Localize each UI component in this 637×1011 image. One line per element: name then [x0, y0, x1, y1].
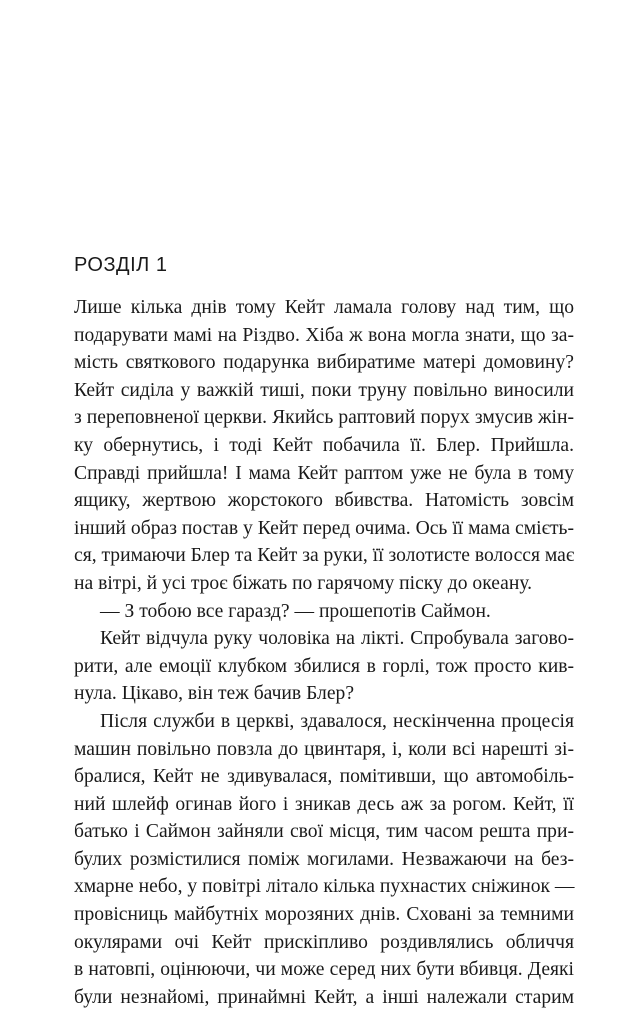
text-line: ящику, жертвою жорстокого вбивства. Натомість зовсім	[74, 490, 574, 512]
text-line: Кейт відчула руку чоловіка на лікті. Спробувала загово-	[100, 628, 574, 650]
text-line: інший образ постав у Кейт перед очима. Ось її мама смієть-	[74, 517, 574, 539]
text-line: ний шлейф огинав його і зникав десь аж за рогом. Кейт, її	[74, 793, 574, 815]
text-line: окулярами очі Кейт прискіпливо роздивлялись обличчя	[74, 931, 574, 953]
text-line: були незнайомі, принаймні Кейт, а інші належали старим	[74, 986, 574, 1008]
text-line: в натовпі, оцінюючи, чи може серед них бути вбивця. Деякі	[74, 959, 574, 981]
text-line: подарувати мамі на Різдво. Хіба ж вона могла знати, що за-	[74, 324, 574, 346]
text-line: провісниць майбутніх морозяних днів. Сховані за темними	[74, 904, 574, 926]
text-line: нула. Цікаво, він теж бачив Блер?	[74, 683, 355, 705]
text-line: Після служби в церкві, здавалося, нескінченна процесія	[100, 710, 574, 732]
paragraph	[74, 625, 574, 708]
text-line: на вітрі, й усі троє біжать по гарячому піску до океану.	[74, 572, 533, 594]
paragraph	[74, 294, 574, 598]
text-line: Кейт сиділа у важкій тиші, поки труну повільно виносили	[74, 379, 574, 401]
text-line: булих розмістилися поміж могилами. Незважаючи на без-	[74, 848, 574, 870]
paragraph	[74, 598, 574, 626]
text-line: — З тобою все гаразд? — прошепотів Саймон.	[100, 600, 491, 622]
text-line: Справді прийшла! І мама Кейт раптом уже не була в тому	[74, 462, 574, 484]
text-line: рити, але емоції клубком збилися в горлі, тож просто кив-	[74, 655, 574, 677]
text-line: Лише кілька днів тому Кейт ламала голову над тим, що	[74, 297, 574, 318]
chapter-heading: РОЗДІЛ 1	[74, 254, 168, 276]
text-line: з переповненої церкви. Якийсь раптовий порух змусив жін-	[74, 407, 574, 429]
text-line: мість святкового подарунка вибиратиме матері домовину?	[74, 352, 574, 374]
chapter-body-text	[74, 294, 574, 1011]
text-line: ся, тримаючи Блер та Кейт за руки, її золотисте волосся має	[74, 545, 575, 567]
text-line: хмарне небо, у повітрі літало кілька пухнастих сніжинок —	[74, 876, 575, 898]
paragraph	[74, 708, 574, 1011]
text-line: бралися, Кейт не здивувалася, помітивши, що автомобіль-	[74, 766, 574, 788]
text-line: машин повільно повзла до цвинтаря, і, коли всі нарешті зі-	[74, 738, 574, 760]
text-line: батько і Саймон зайняли свої місця, тим часом решта при-	[74, 821, 574, 843]
text-line: ку обернутись, і тоді Кейт побачила її. Блер. Прийшла.	[74, 434, 574, 456]
